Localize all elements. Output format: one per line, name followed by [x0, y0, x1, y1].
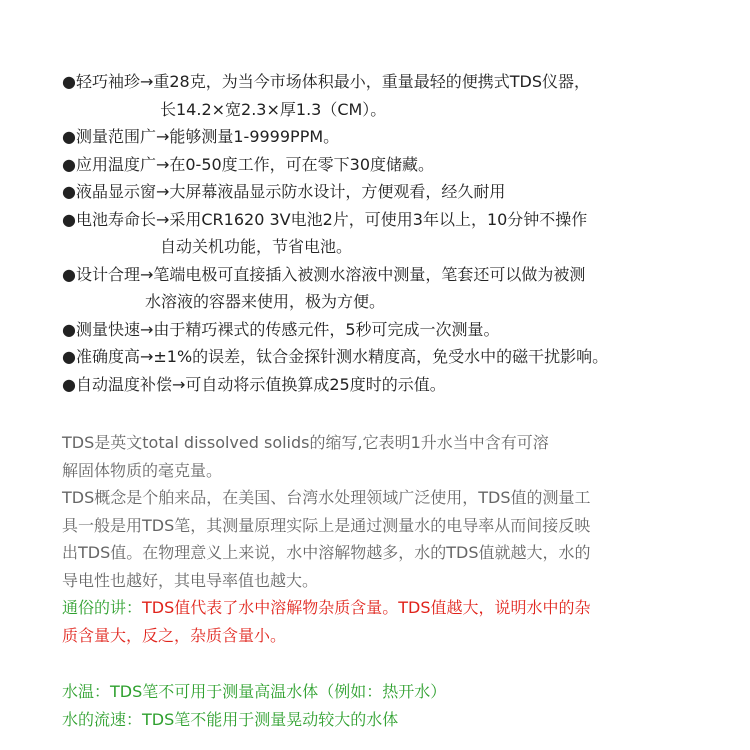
paragraph-line: 具一般是用TDS笔，其测量原理实际上是通过测量水的电导率从而间接反映	[62, 515, 591, 535]
feature-text: ●设计合理→笔端电极可直接插入被测水溶液中测量，笔套还可以做为被测	[62, 264, 586, 284]
feature-item-lcd-display	[62, 178, 742, 206]
feature-text: ●准确度高→±1%的误差，钛合金探针测水精度高，免受水中的磁干扰影响。	[62, 347, 609, 366]
summary-highlight: TDS值代表了水中溶解物杂质含量。TDS值越大，说明水中的杂	[142, 598, 591, 617]
feature-item-measure-range	[62, 123, 742, 151]
paragraph-line: 导电性也越好，其电导率值也越大。	[62, 570, 319, 590]
tds-summary-paragraph	[62, 594, 682, 649]
feature-text: ●液晶显示窗→大屏幕液晶显示防水设计，方便观看，经久耐用	[62, 182, 506, 201]
paragraph-line: 出TDS值。在物理意义上来说，水中溶解物越多，水的TDS值就越大，水的	[62, 543, 591, 562]
paragraph-line	[62, 594, 682, 622]
note-water-temperature: 水温：TDS笔不可用于测量高温水体（例如：热开水）	[62, 682, 447, 701]
feature-item-temperature-range	[62, 151, 742, 179]
paragraph-line: TDS概念是个舶来品，在美国、台湾水处理领域广泛使用，TDS值的测量工	[62, 488, 591, 507]
feature-item-battery-life	[62, 206, 742, 261]
paragraph-line: 解固体物质的毫克量。	[62, 460, 223, 480]
feature-item-temp-compensation	[62, 371, 742, 399]
feature-text-continued: 长14.2×宽2.3×厚1.3（CM）。	[160, 99, 387, 119]
feature-text-continued: 水溶液的容器来使用，极为方便。	[145, 292, 386, 311]
feature-text: ●电池寿命长→采用CR1620 3V电池2片，可使用3年以上，10分钟不操作	[62, 209, 588, 229]
note-water-flow: 水的流速：TDS笔不能用于测量晃动较大的水体	[62, 709, 399, 729]
feature-item-accuracy	[62, 343, 742, 371]
feature-text: ●自动温度补偿→可自动将示值换算成25度时的示值。	[62, 374, 446, 394]
feature-text: ●应用温度广→在0-50度工作，可在零下30度储藏。	[62, 154, 435, 174]
feature-item-design	[62, 261, 742, 316]
feature-text-continued: 自动关机功能，节省电池。	[160, 237, 353, 256]
tds-explanation	[62, 429, 682, 649]
feature-text: ●测量范围广→能够测量1-9999PPM。	[62, 127, 340, 146]
paragraph-line: TDS是英文total dissolved solids的缩写,它表明1升水当中含有可溶	[62, 433, 549, 452]
feature-text: ●轻巧袖珍→重28克，为当今市场体积最小，重量最轻的便携式TDS仪器，	[62, 72, 590, 91]
feature-item-fast-measure	[62, 316, 742, 344]
usage-notes	[62, 678, 722, 733]
tds-concept-paragraph	[62, 484, 682, 594]
summary-highlight-continued: 质含量大，反之，杂质含量小。	[62, 625, 287, 645]
feature-item-lightweight	[62, 68, 742, 123]
feature-list	[62, 68, 742, 398]
summary-prefix: 通俗的讲：	[62, 598, 143, 617]
feature-text: ●测量快速→由于精巧裸式的传感元件，5秒可完成一次测量。	[62, 319, 500, 339]
tds-definition-paragraph	[62, 429, 682, 484]
